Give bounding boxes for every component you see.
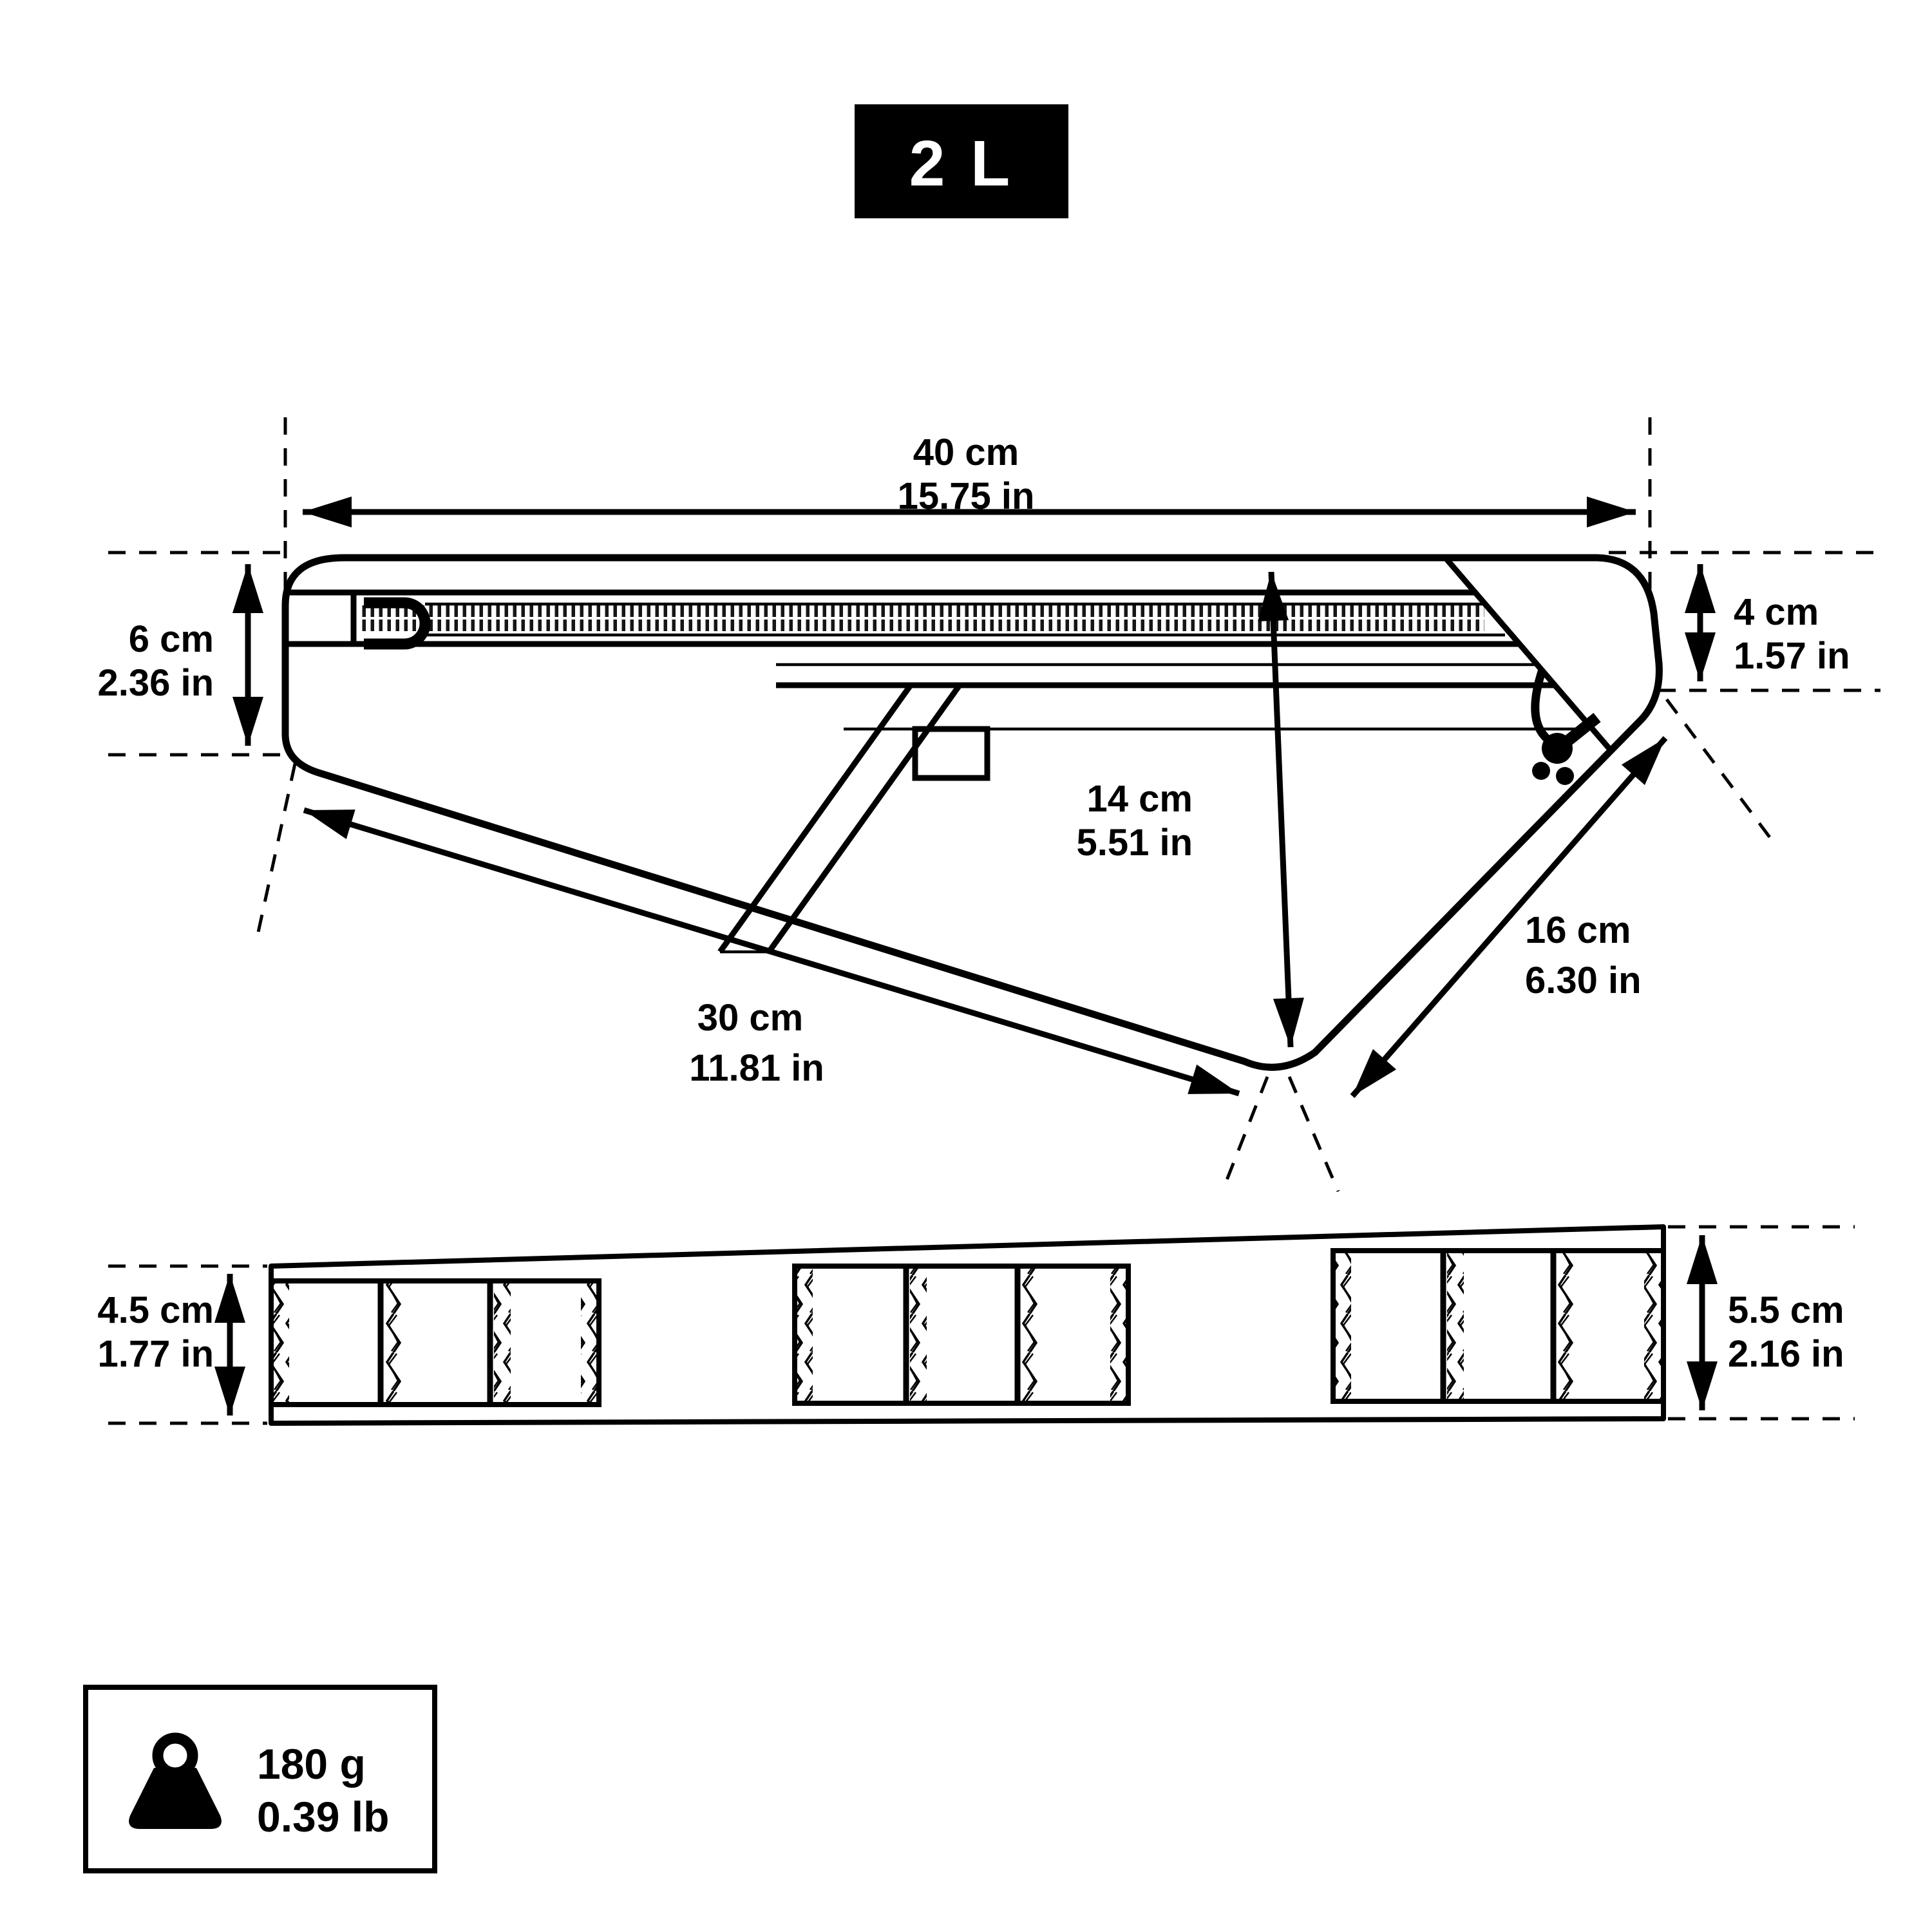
right-height-cm-label: 4 cm	[1734, 591, 1819, 633]
middle-height-cm-label: 14 cm	[1086, 778, 1193, 820]
bottom-left-edge-in-label: 11.81 in	[689, 1047, 824, 1089]
weight-grams-label: 180 g	[257, 1740, 366, 1788]
strip-right-height-cm-label: 5.5 cm	[1728, 1289, 1844, 1331]
middle-height-in-label: 5.51 in	[1076, 822, 1193, 864]
zipper-teeth	[358, 604, 1484, 635]
strip-left-height-cm-label: 4.5 cm	[97, 1289, 214, 1331]
bottom-left-edge-cm-label: 30 cm	[697, 997, 804, 1039]
strip-left-height-in-label: 1.77 in	[97, 1333, 214, 1375]
bottom-right-edge-in-label: 6.30 in	[1525, 960, 1642, 1001]
weight-panel	[86, 1687, 435, 1871]
left-height-in-label: 2.36 in	[97, 662, 214, 704]
right-height-in-label: 1.57 in	[1734, 635, 1850, 677]
capacity-badge	[855, 104, 1068, 218]
capacity-badge-label: 2 L	[909, 128, 1014, 200]
weight-pounds-label: 0.39 lb	[257, 1793, 390, 1841]
bottom-right-edge-cm-label: 16 cm	[1525, 909, 1631, 951]
strip-right-height-in-label: 2.16 in	[1728, 1333, 1844, 1375]
left-height-cm-label: 6 cm	[128, 618, 214, 660]
width-cm-label: 40 cm	[913, 431, 1019, 473]
width-in-label: 15.75 in	[897, 475, 1035, 517]
